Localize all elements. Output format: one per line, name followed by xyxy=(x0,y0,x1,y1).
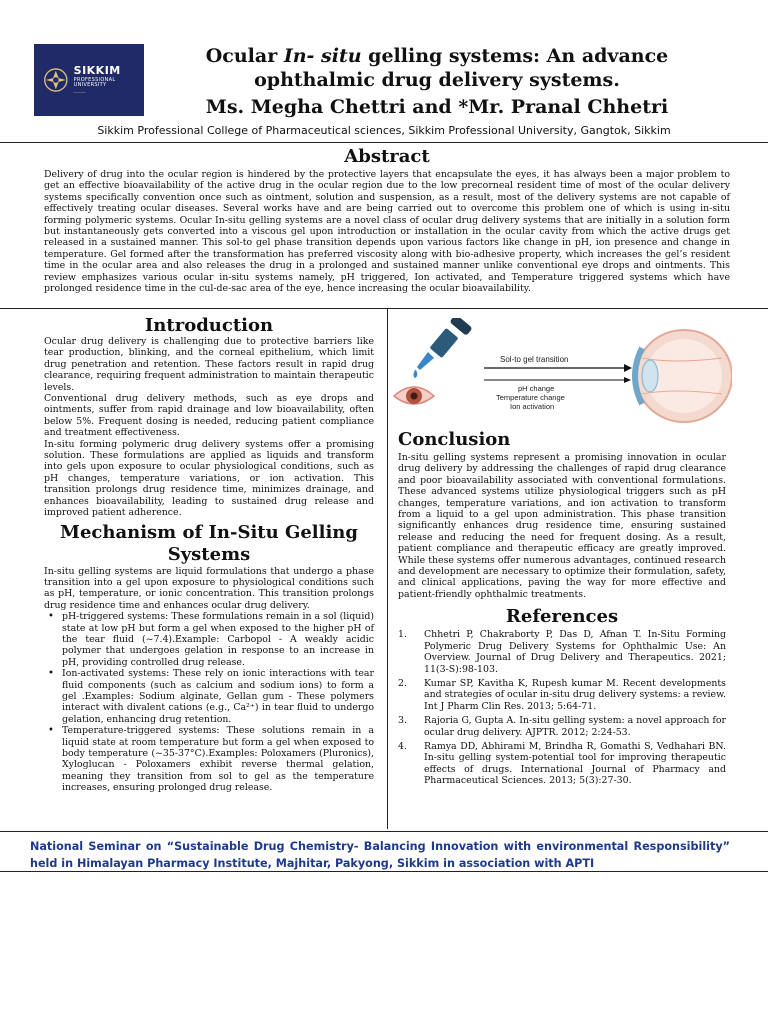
sol-gel-illustration xyxy=(392,318,732,428)
abstract-section xyxy=(44,146,730,294)
title-part-1: Ocular xyxy=(205,45,284,67)
mechanism-intro: In-situ gelling systems are liquid formulations that undergo a phase transition into a gel upon exposure to physiological conditions such as pH, temperature, or ionic concentration. This transition prolongs drug residence time and enhances ocular drug delivery. xyxy=(44,565,374,611)
trigger-ion: Ion activation xyxy=(510,402,555,411)
reference-number: 4. xyxy=(398,740,407,752)
column-divider xyxy=(387,309,388,829)
university-logo xyxy=(34,44,144,116)
sol-gel-figure xyxy=(392,318,732,428)
divider-top xyxy=(0,142,768,143)
reference-text: Kumar SP, Kavitha K, Rupesh kumar M. Recent developments and strategies of ocular in-situ drug delivery systems: a review. Int J Pharm Clin Res. 2013; 5:64-71. xyxy=(424,677,726,712)
conclusion-heading: Conclusion xyxy=(398,429,511,450)
divider-middle xyxy=(0,308,768,309)
logo-line-2: PROFESSIONAL UNIVERSITY xyxy=(73,77,116,88)
reference-item xyxy=(398,741,726,787)
divider-footer-bottom xyxy=(0,871,768,872)
title-italic: In- situ xyxy=(283,45,362,67)
footer-seminar-note: National Seminar on “Sustainable Drug Chemistry- Balancing Innovation with environmental Responsibility” held in Himalayan Pharmacy Institute, Majhitar, Pakyong, Sikkim in association with APTI xyxy=(30,840,730,870)
reference-item xyxy=(398,715,726,738)
introduction-paragraph-2: Conventional drug delivery methods, such as eye drops and ointments, suffer from rapid drainage and low bioavailability, often below 5%. Frequent dosing is needed, reducing patient compliance and treatment effectiveness. xyxy=(44,393,374,439)
abstract-text: Delivery of drug into the ocular region is hindered by the protective layers that encapsulate the eyes, it has always been a major problem to get an effective bioavailability of the active drug in the ocular region due to the low precorneal resident time of most of the ocular delivery systems specifically convention once such as ointment, solution and suspension, as a result, most of the delivery systems are not capable of effectively treating ocular diseases. Several works have and are being carried out to overcome this problem one of which is using in-situ forming polymeric systems. Ocular In-situ gelling systems are a novel class of ocular drug delivery systems that are initially in a solution form but instantaneously gets converted into a viscous gel upon introduction or installation in the ocular cavity from which the active drugs get released in a sustained manner. This sol-to gel phase transition depends upon various factors like change in pH, ion presence and change in temperature. Gel formed after the transformation has preferred viscosity along with bio-adhesive property, which increases the gel’s resident time in the ocular area and also releases the drug in a prolonged and sustained manner unlike conventional eye drops and ointments. This review emphasizes various ocular in-situ systems namely, pH triggered, Ion activated, and Temperature triggered systems which have prolonged residence time in the cul-de-sac area of the eye, hence increasing the ocular bioavailability. xyxy=(44,169,730,295)
emblem-icon xyxy=(42,65,70,95)
eye-icon xyxy=(394,387,434,404)
arrow-head-icon-2 xyxy=(624,377,631,383)
affiliation: Sikkim Professional College of Pharmaceutical sciences, Sikkim Professional University, Gangtok, Sikkim xyxy=(97,124,671,137)
arrow-head-icon xyxy=(624,364,632,372)
logo-line-1: SIKKIM xyxy=(73,64,121,77)
references-list xyxy=(398,629,726,786)
trigger-ph: pH change xyxy=(518,384,555,393)
reference-text: Ramya DD, Abhirami M, Brindha R, Gomathi S, Vedhahari BN. In-situ gelling system-potential tool for improving therapeutic effects of drugs. International Journal of Pharmacy and Pharmaceutical Sciences. 2013; 5(3):27-30. xyxy=(424,740,726,787)
introduction-heading: Introduction xyxy=(144,315,274,336)
mechanism-bullet-ion: • Ion-activated systems: These rely on ionic interactions with tear fluid components (such as calcium and sodium ions) to form a gel .Examples: Sodium alginate, Gellan gum - These polymers interact with divalent cations (e.g., Ca²⁺) in tear fluid to undergo gelation, enhancing drug retention. xyxy=(62,668,374,725)
mechanism-heading: Mechanism of In-Situ Gelling Systems xyxy=(60,521,358,565)
reference-item xyxy=(398,678,726,712)
mechanism-list xyxy=(62,611,374,794)
abstract-heading: Abstract xyxy=(344,146,430,167)
reference-item xyxy=(398,629,726,675)
poster-title xyxy=(150,44,724,92)
mechanism-bullet-ph: • pH-triggered systems: These formulations remain in a sol (liquid) state at low pH but form a gel when exposed to the higher pH of the tear fluid (~7.4).Example: Carbopol - A weakly acidic polymer that undergoes gelation in response to an increase in pH, providing controlled drug release. xyxy=(62,611,374,668)
references-heading: References xyxy=(505,606,619,628)
authors: Ms. Megha Chettri and *Mr. Pranal Chhetri xyxy=(205,96,669,118)
left-column xyxy=(44,315,374,794)
conclusion-text: In-situ gelling systems represent a promising innovation in ocular drug delivery by addressing the challenges of rapid drug clearance and poor bioavailability associated with conventional formulations. These advanced systems utilize physiological triggers such as pH changes, temperature variations, and ion activation to transform from a liquid to a gel upon administration. This phase transition significantly enhances drug residence time, ensuring sustained release and reducing the need for frequent dosing. As a result, patient compliance and therapeutic efficacy are greatly improved. While these systems offer numerous advantages, continued research and development are necessary to optimize their formulation, safety, and clinical applications, paving the way for more effective and patient-friendly ophthalmic treatments. xyxy=(398,452,726,600)
logo-decoration: ——— xyxy=(73,90,86,95)
reference-number: 1. xyxy=(398,629,407,641)
figure-label: Sol-to gel transition xyxy=(500,355,569,364)
reference-number: 3. xyxy=(398,715,407,727)
introduction-paragraph-1: Ocular drug delivery is challenging due to protective barriers like tear production, blinking, and the corneal epithelium, which limit drug penetration and retention. These factors result in rapid drug clearance, requiring frequent administration to maintain therapeutic levels. xyxy=(44,336,374,393)
reference-text: Chhetri P, Chakraborty P, Das D, Afnan T. In-Situ Forming Polymeric Drug Delivery Systems for Ophthalmic Use: An Overview. Journal of Drug Delivery and Therapeutics. 2021; 11(3-S):98-103. xyxy=(424,629,726,675)
title-part-2: gelling systems: An advance ophthalmic drug delivery systems. xyxy=(254,45,669,91)
divider-footer-top xyxy=(0,831,768,832)
trigger-temperature: Temperature change xyxy=(496,393,565,402)
reference-number: 2. xyxy=(398,677,407,689)
right-column xyxy=(398,429,726,790)
introduction-paragraph-3: In-situ forming polymeric drug delivery systems offer a promising solution. These formulations are applied as liquids and transform into gels upon exposure to ocular physiological conditions, such as pH changes, temperature variations, or ion activation. This transition prolongs drug residence time, minimizes drainage, and enhances bioavailability, leading to sustained drug release and improved patient adherence. xyxy=(44,438,374,519)
eyeball-diagram xyxy=(635,330,732,422)
dropper-icon xyxy=(414,318,473,378)
reference-text: Rajoria G, Gupta A. In-situ gelling system: a novel approach for ocular drug delivery. AJPTR. 2012; 2:24-53. xyxy=(424,715,726,738)
mechanism-bullet-temperature: • Temperature-triggered systems: These solutions remain in a liquid state at room temperature but form a gel when exposed to body temperature (~35-37°C).Examples: Poloxamers (Pluronics), Xyloglucan - Poloxamers exhibit reverse thermal gelation, meaning they transition from sol to gel as the temperature increases, ensuring prolonged drug release. xyxy=(62,725,374,793)
